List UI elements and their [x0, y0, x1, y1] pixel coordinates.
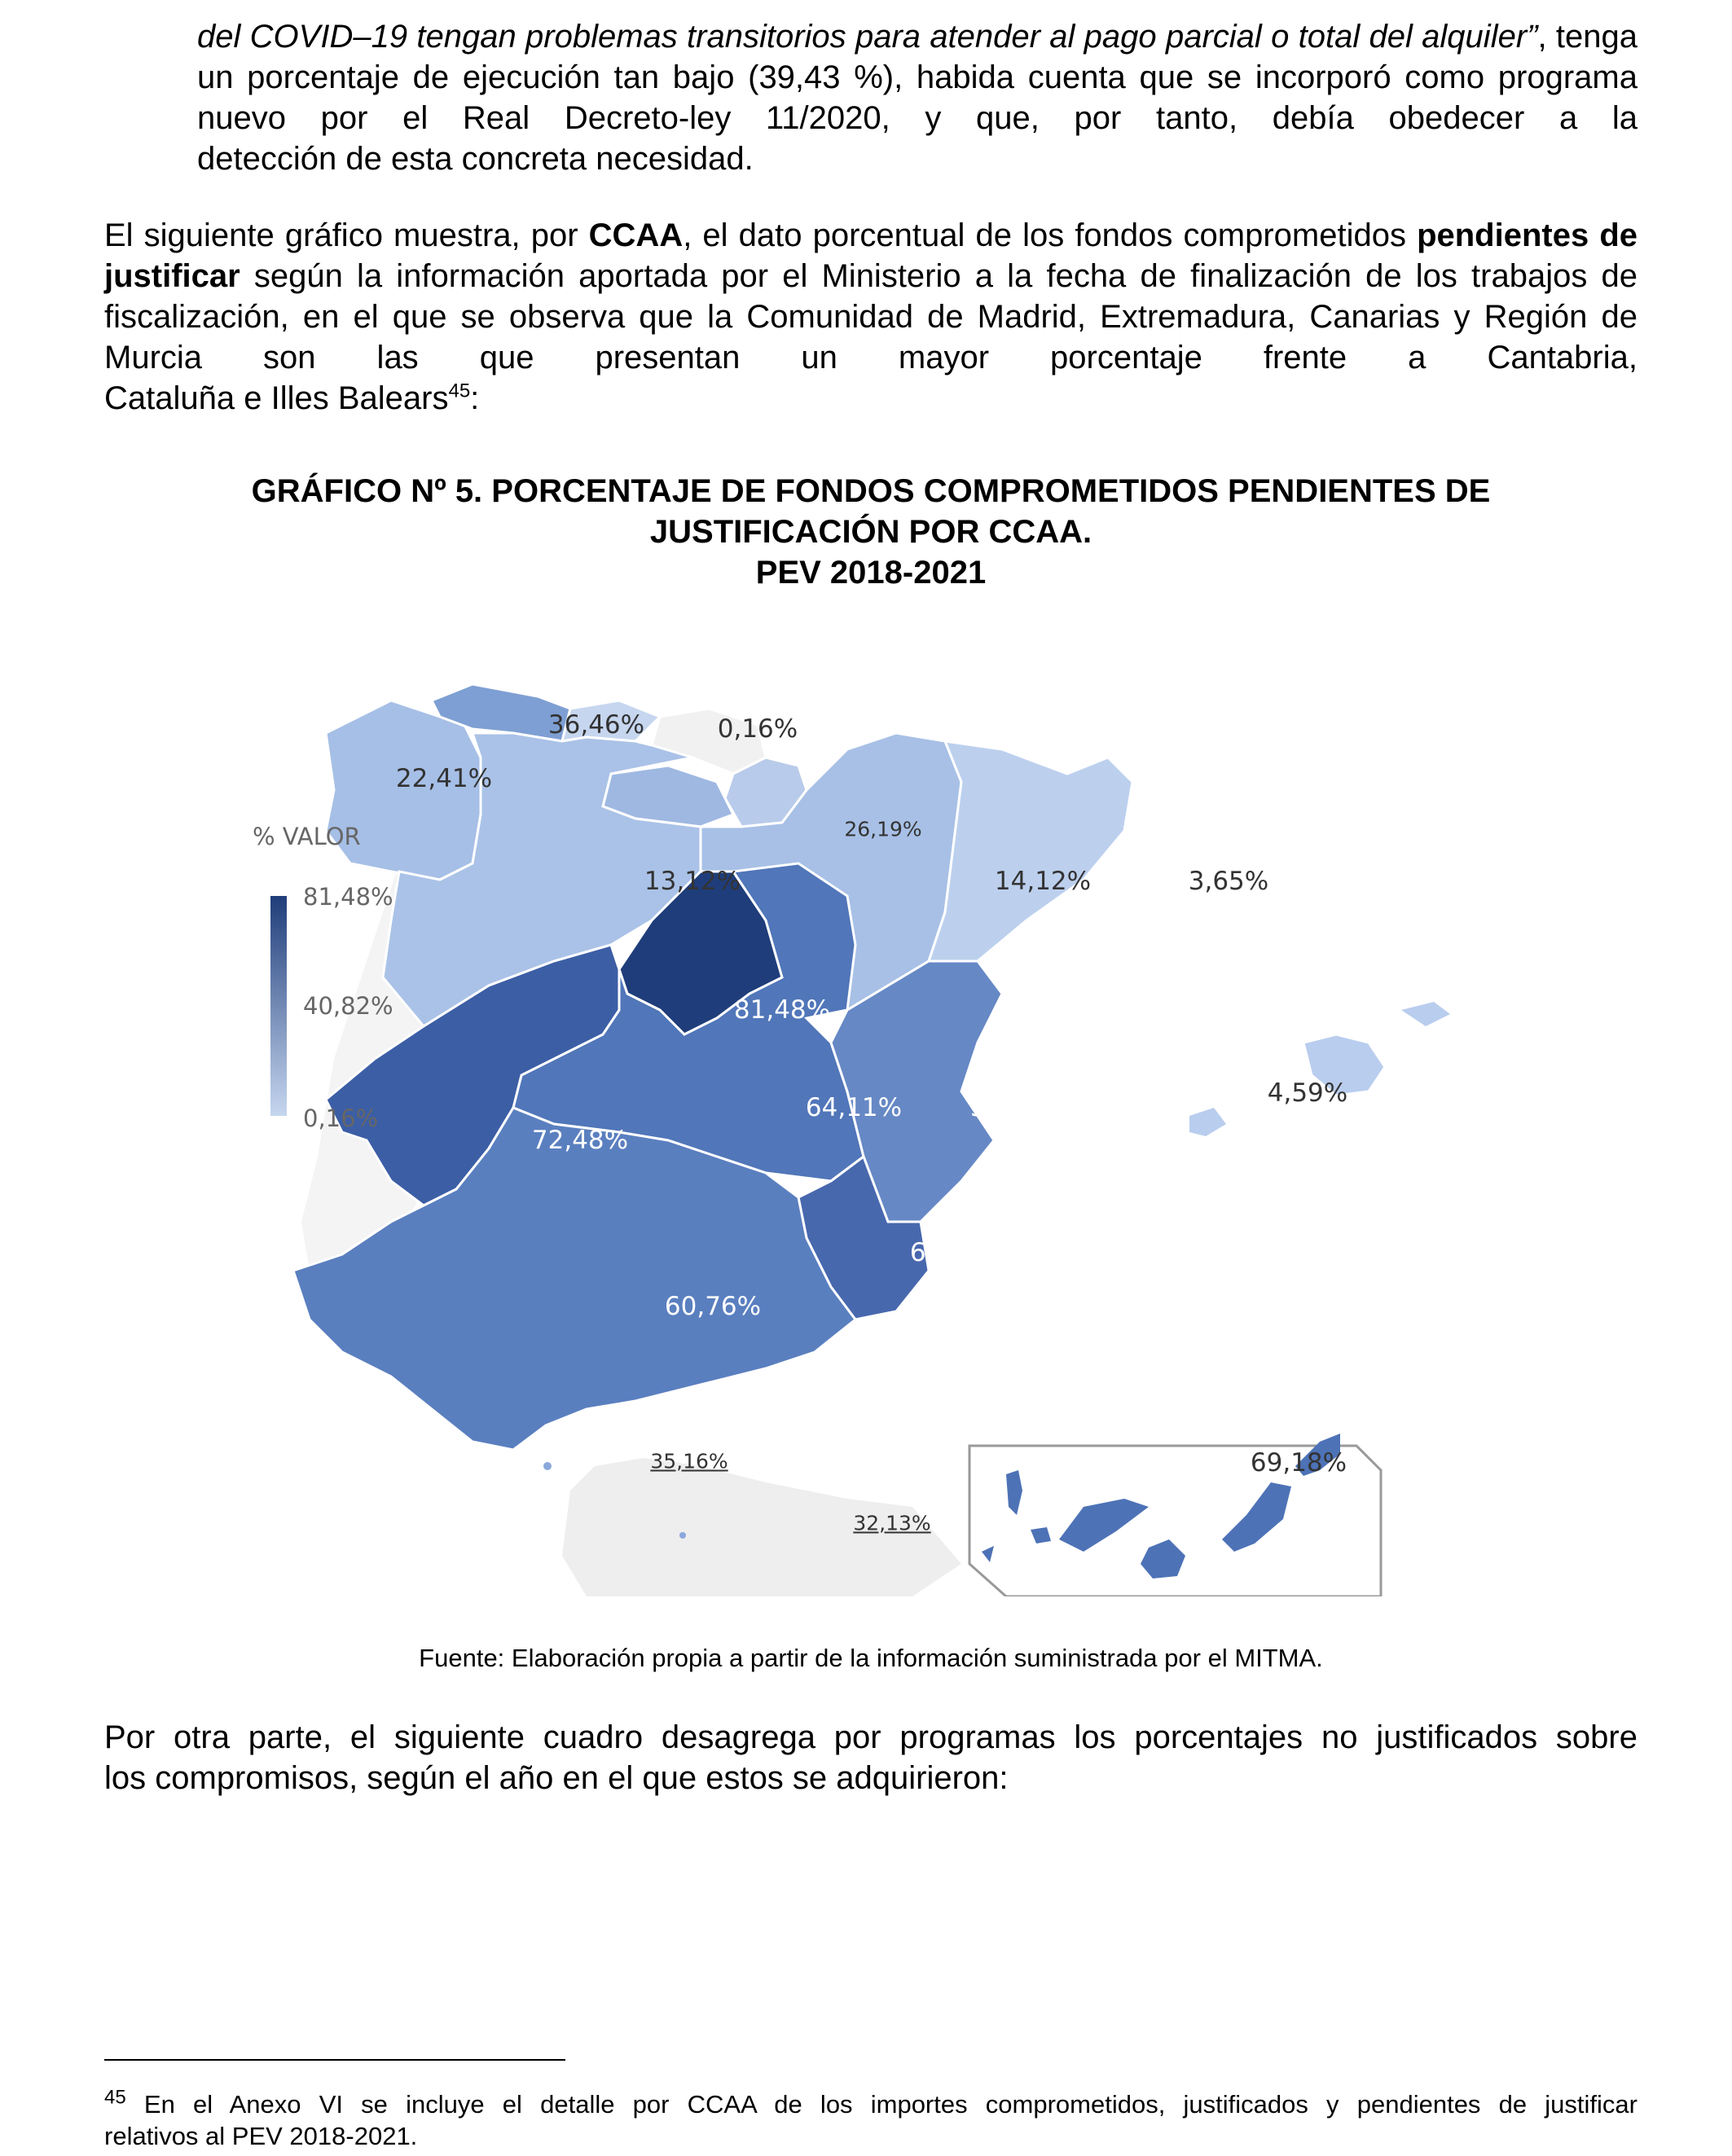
- footnote-ref-45[interactable]: 45: [448, 380, 471, 402]
- intro-italic-quote: del COVID–19 tengan problemas transitorios para atender al pago parcial o total del alquiler”: [197, 19, 1538, 55]
- label-aragon: 14,12%: [994, 867, 1092, 896]
- label-la-rioja: 26,19%: [844, 817, 922, 841]
- footnote-separator: [104, 2059, 565, 2061]
- legend-title: % VALOR: [253, 823, 361, 850]
- label-andalucia: 60,76%: [664, 1292, 762, 1321]
- label-canarias: 69,18%: [1250, 1448, 1347, 1478]
- chart-title: [104, 471, 1637, 593]
- after-line-1: Por otra parte, el siguiente cuadro desagrega por programas los porcentajes no justificados sobre: [104, 1719, 1637, 1755]
- region-cataluna[interactable]: [929, 741, 1132, 961]
- intro-line-3: programa nuevo por el Real Decreto-ley 11/2020, y que, por tanto, debía obedecer a la: [197, 59, 1637, 136]
- label-melilla: 32,13%: [853, 1511, 931, 1535]
- label-castilla-la-mancha: 64,11%: [805, 1093, 903, 1122]
- region-melilla[interactable]: [679, 1532, 686, 1539]
- label-valenciana: 55,45%: [969, 1093, 1067, 1122]
- legend-gradient-bar: [270, 896, 287, 1116]
- label-madrid: 81,48%: [733, 995, 831, 1025]
- spain-choropleth-map: [244, 652, 1548, 1596]
- map-svg: [244, 652, 1548, 1596]
- label-ceuta: 35,16%: [650, 1449, 728, 1473]
- region-ceuta[interactable]: [543, 1462, 552, 1470]
- intro-comma: ,: [1537, 19, 1547, 55]
- region-baleares-ibiza[interactable]: [1189, 1108, 1226, 1136]
- chart-title-line-3: PEV 2018-2021: [755, 555, 987, 591]
- intro-paragraph: [197, 16, 1637, 179]
- label-asturias: 36,46%: [547, 710, 645, 740]
- footnote-number: 45: [104, 2086, 126, 2109]
- intro-line-4: detección de esta concreta necesidad.: [197, 141, 754, 177]
- after-chart-paragraph: [104, 1717, 1637, 1798]
- graph-text-4: Cataluña e Illes Balears: [104, 380, 449, 416]
- graph-bold-ccaa: CCAA: [588, 217, 684, 253]
- chart-title-line-2: JUSTIFICACIÓN POR CCAA.: [649, 514, 1092, 550]
- graph-text-2: , el dato porcentual de los fondos comprometidos: [683, 217, 1418, 253]
- chart-title-line-1: GRÁFICO Nº 5. PORCENTAJE DE FONDOS COMPROMETIDOS PENDIENTES DE: [251, 473, 1491, 509]
- label-murcia: 68,78%: [909, 1238, 1007, 1267]
- label-castilla-leon: 13,12%: [644, 867, 741, 896]
- legend-min-label: 0,16%: [303, 1104, 379, 1132]
- intro-line-2: tenga un porcentaje de ejecución tan bajo (39,43 %), habida cuenta que se incorporó como: [197, 19, 1637, 95]
- footnote-45: [104, 2088, 1637, 2152]
- graph-text-1: El siguiente gráfico muestra, por: [104, 217, 589, 253]
- legend-max-label: 81,48%: [303, 883, 393, 911]
- footnote-line-2: relativos al PEV 2018-2021.: [104, 2122, 418, 2150]
- footnote-line-1: En el Anexo VI se incluye el detalle por CCAA de los importes comprometidos, justificados y pendientes de justificar: [125, 2090, 1637, 2119]
- graph-description-paragraph: [104, 215, 1637, 419]
- graph-text-3: según la información aportada por el Ministerio a la fecha de finalización de los trabajos de fiscalización, en el que se observa que la Comunidad de Madrid, Extremadura, Canarias y Región de Murcia son las que presentan un mayor porcentaje frente a Cantabria,: [104, 258, 1637, 375]
- after-line-2: los compromisos, según el año en el que estos se adquirieron:: [104, 1760, 1009, 1796]
- graph-bold-pending: pendientes de justificar: [104, 217, 1637, 294]
- region-baleares-menorca[interactable]: [1401, 1002, 1450, 1026]
- label-galicia: 22,41%: [395, 764, 493, 793]
- label-cataluna: 3,65%: [1188, 867, 1269, 896]
- label-extremadura: 72,48%: [531, 1126, 629, 1155]
- label-cantabria: 0,16%: [717, 714, 798, 744]
- legend-mid-label: 40,82%: [303, 992, 393, 1020]
- label-baleares: 4,59%: [1267, 1078, 1348, 1108]
- graph-text-5: :: [470, 380, 480, 416]
- chart-source-note: Fuente: Elaboración propia a partir de la información suministrada por el MITMA.: [419, 1644, 1323, 1672]
